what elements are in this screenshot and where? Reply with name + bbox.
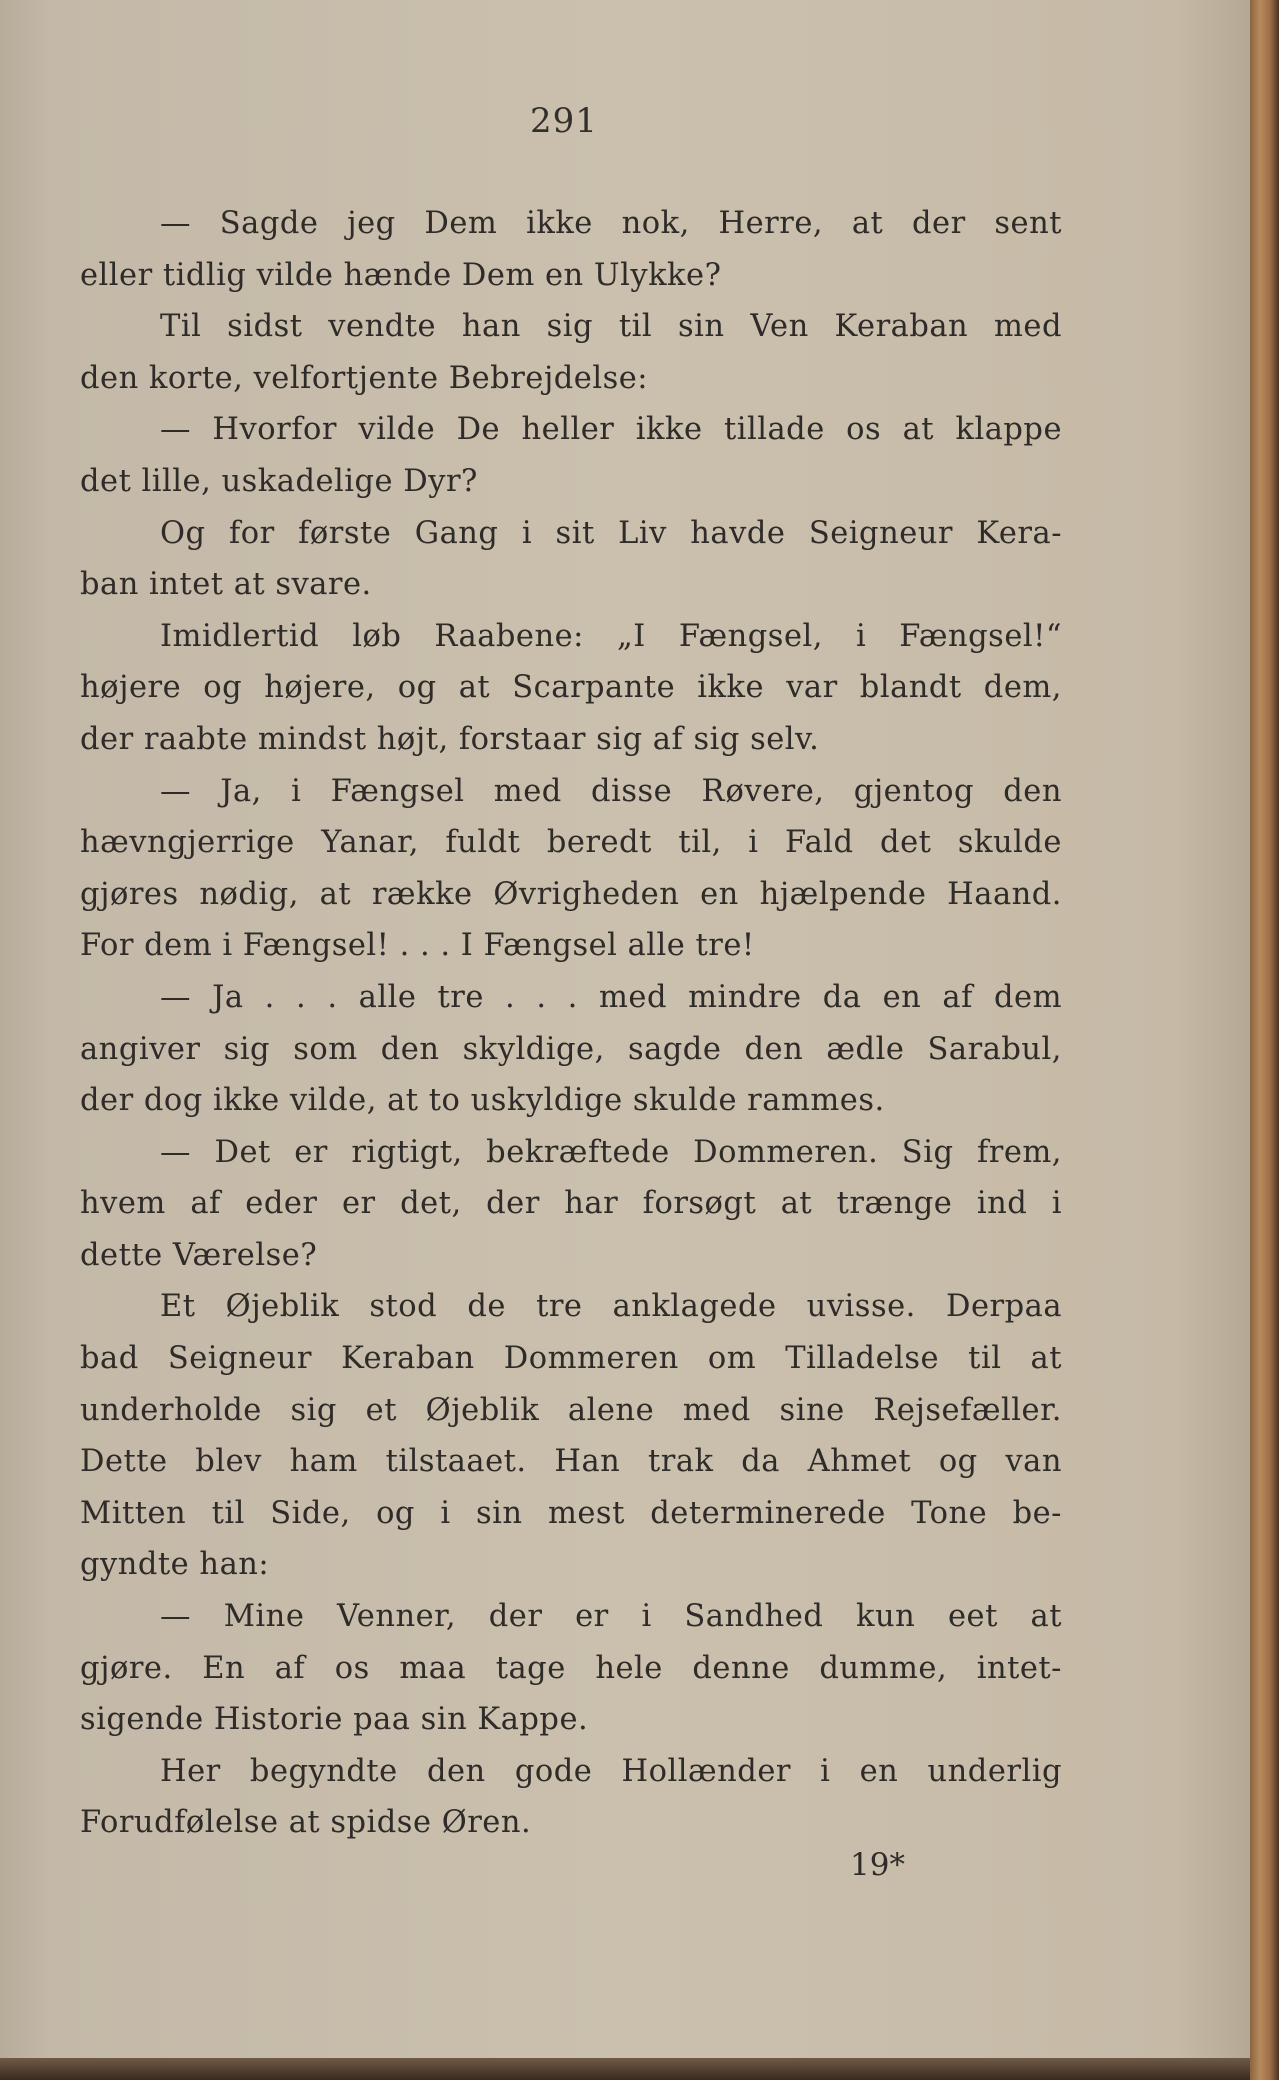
- bottom-edge: [0, 2058, 1250, 2080]
- text-line: Til sidst vendte han sig til sin Ven Keraban med: [160, 309, 1062, 345]
- text-line: den korte, velfortjente Bebrejdelse:: [80, 360, 649, 396]
- text-line: der dog ikke vilde, at to uskyldige skulde rammes.: [80, 1083, 885, 1119]
- text-line: underholde sig et Øjeblik alene med sine Rejsefæller.: [80, 1392, 1062, 1428]
- text-line: gjøres nødig, at række Øvrigheden en hjælpende Haand.: [80, 876, 1062, 912]
- text-line: dette Værelse?: [80, 1237, 318, 1273]
- text-line: — Ja . . . alle tre . . . med mindre da en af dem: [160, 979, 1062, 1015]
- text-line: angiver sig som den skyldige, sagde den ædle Sarabul,: [80, 1031, 1062, 1067]
- body-text: [80, 198, 1062, 1849]
- text-line: Dette blev ham tilstaaet. Han trak da Ahmet og van: [80, 1444, 1062, 1480]
- text-line: ban intet at svare.: [80, 567, 372, 603]
- text-line: — Ja, i Fængsel med disse Røvere, gjentog den: [160, 773, 1062, 809]
- text-line: Forudfølelse at spidse Øren.: [80, 1805, 532, 1841]
- text-line: højere og højere, og at Scarpante ikke var blandt dem,: [80, 670, 1062, 706]
- signature-mark: 19*: [850, 1847, 905, 1883]
- text-line: Her begyndte den gode Hollænder i en underlig: [160, 1753, 1062, 1789]
- text-line: Et Øjeblik stod de tre anklagede uvisse. Derpaa: [160, 1289, 1062, 1325]
- text-line: gyndte han:: [80, 1547, 270, 1583]
- text-line: der raabte mindst højt, forstaar sig af sig selv.: [80, 721, 820, 757]
- text-line: — Hvorfor vilde De heller ikke tillade os at klappe: [160, 412, 1062, 448]
- text-line: bad Seigneur Keraban Dommeren om Tilladelse til at: [80, 1341, 1062, 1377]
- text-line: hævngjerrige Yanar, fuldt beredt til, i Fald det skulde: [80, 825, 1062, 861]
- text-line: Mitten til Side, og i sin mest determinerede Tone be-: [80, 1495, 1062, 1531]
- text-line: Og for første Gang i sit Liv havde Seigneur Kera-: [160, 515, 1062, 551]
- text-line: Imidlertid løb Raabene: „I Fængsel, i Fængsel!“: [160, 618, 1062, 654]
- text-line: — Sagde jeg Dem ikke nok, Herre, at der sent: [160, 206, 1062, 241]
- text-line: sigende Historie paa sin Kappe.: [80, 1702, 589, 1738]
- text-line: hvem af eder er det, der har forsøgt at trænge ind i: [80, 1186, 1062, 1222]
- text-line: — Mine Venner, der er i Sandhed kun eet at: [160, 1599, 1062, 1635]
- text-line: For dem i Fængsel! . . . I Fængsel alle tre!: [80, 928, 755, 964]
- text-line: gjøre. En af os maa tage hele denne dumme, intet-: [80, 1650, 1062, 1686]
- page-number: 291: [530, 101, 598, 141]
- text-line: — Det er rigtigt, bekræftede Dommeren. Sig frem,: [160, 1134, 1062, 1170]
- text-line: eller tidlig vilde hænde Dem en Ulykke?: [80, 257, 722, 293]
- text-line: det lille, uskadelige Dyr?: [80, 463, 478, 499]
- page-edge: [1250, 0, 1279, 2080]
